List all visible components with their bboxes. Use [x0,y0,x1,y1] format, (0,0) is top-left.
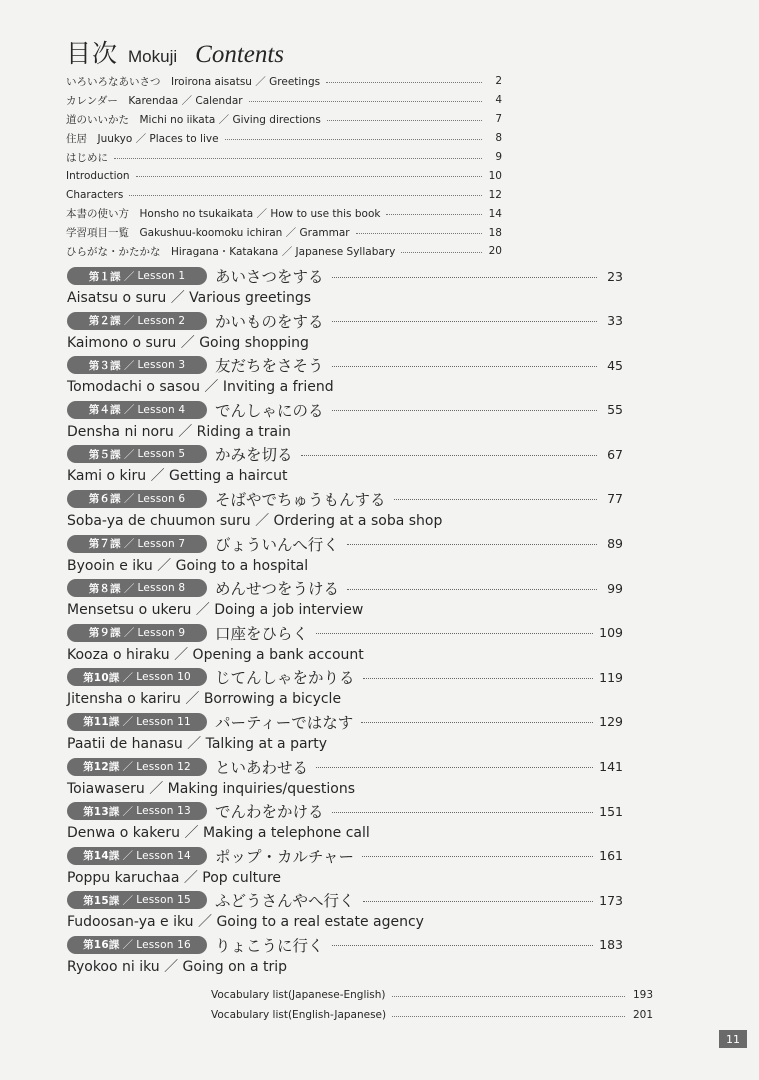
vocabulary-page: 193 [632,989,653,1001]
lesson-header [67,756,623,778]
lesson-page: 99 [607,580,623,596]
vocabulary-list [211,985,653,1025]
lesson-badge-ja: 第13課 [83,805,120,818]
dot-leader [225,139,482,140]
lesson-page: 173 [599,892,623,908]
front-matter-list [66,72,502,261]
slash-separator: ／ [123,493,135,506]
page-number: 11 [719,1030,747,1048]
entry-text: Introduction [66,169,130,182]
lesson-list [67,265,623,979]
lesson-badge-en: Lesson 2 [137,314,186,327]
lesson-header [67,800,623,822]
lesson-header [67,443,623,465]
vocabulary-page: 201 [632,1009,653,1021]
lesson-title: びょういんへ行く [215,535,339,554]
lesson-badge-en: Lesson 7 [137,537,186,550]
toc-entry[interactable] [66,166,502,185]
toc-entry[interactable] [66,223,502,242]
lesson-header [67,711,623,733]
slash-separator: ／ [123,359,135,372]
lesson-subtitle: Poppu karuchaa ／ Pop culture [67,869,282,886]
lesson-entry[interactable] [67,577,623,622]
entry-page: 7 [495,113,502,126]
entry-page: 12 [488,188,502,201]
slash-separator: ／ [123,448,135,461]
lesson-badge-ja: 第15課 [83,894,120,907]
toc-entry[interactable] [66,242,502,261]
lesson-badge-ja: 第１課 [88,270,121,283]
slash-separator: ／ [122,894,134,907]
lesson-title: そばやでちゅうもんする [215,490,386,509]
lesson-page: 151 [599,803,623,819]
lesson-subtitle: Fudoosan-ya e iku ／ Going to a real estate agency [67,914,424,931]
slash-separator: ／ [123,270,135,283]
lesson-badge [67,401,207,419]
lesson-title: めんせつをうける [215,580,340,599]
lesson-page: 129 [599,714,623,730]
lesson-entry[interactable] [67,756,623,801]
lesson-subtitle: Aisatsu o suru ／ Various greetings [67,290,312,306]
lesson-title: じてんしゃをかりる [215,669,355,688]
entry-page: 4 [495,94,502,107]
dot-leader [401,252,482,253]
slash-separator: ／ [123,315,135,328]
lesson-badge [67,490,207,508]
title-japanese: 目次 [66,39,119,68]
lesson-badge [67,847,207,865]
dot-leader [392,1016,625,1017]
entry-page: 18 [488,226,502,239]
lesson-subtitle: Densha ni noru ／ Riding a train [67,423,291,440]
lesson-badge [67,668,207,686]
lesson-header [67,666,623,688]
lesson-page: 89 [607,536,623,552]
lesson-page: 119 [599,669,623,685]
entry-page: 8 [495,132,502,145]
lesson-badge [67,267,207,285]
lesson-header [67,488,623,510]
lesson-page: 109 [599,625,623,641]
dot-leader [347,589,597,590]
lesson-header [67,354,623,376]
dot-leader [332,366,597,367]
title-english: Contents [195,41,285,68]
lesson-badge-ja: 第５課 [88,448,121,461]
slash-separator: ／ [122,671,134,684]
lesson-badge [67,312,207,330]
lesson-badge-en: Lesson 12 [136,760,191,773]
dot-leader [129,195,482,196]
dot-leader [386,214,482,215]
dot-leader [332,277,597,278]
lesson-page: 33 [607,313,623,329]
title-romaji: Mokuji [128,47,178,66]
dot-leader [114,158,482,159]
lesson-title: といあわせる [215,758,309,777]
lesson-entry[interactable] [67,845,623,890]
lesson-header [67,889,623,911]
lesson-badge-en: Lesson 8 [137,582,186,595]
lesson-badge-en: Lesson 6 [137,492,186,505]
entry-page: 9 [495,151,502,163]
lesson-entry[interactable] [67,622,623,667]
lesson-entry[interactable] [67,800,623,845]
lesson-header [67,310,623,332]
dot-leader [356,233,482,234]
entry-page: 2 [495,75,502,88]
lesson-header [67,533,623,555]
lesson-badge-ja: 第３課 [88,359,121,372]
lesson-title: でんしゃにのる [215,401,324,420]
lesson-badge [67,535,207,553]
lesson-page: 77 [607,491,623,507]
lesson-header [67,265,623,287]
dot-leader [363,678,594,679]
entry-text: 本書の使い方 Honsho no tsukaikata ／ How to use this book [66,208,381,221]
lesson-page: 45 [607,357,623,373]
lesson-subtitle: Kami o kiru ／ Getting a haircut [67,468,288,485]
lesson-entry[interactable] [67,934,623,979]
lesson-badge-en: Lesson 5 [137,448,186,461]
lesson-subtitle: Byooin e iku ／ Going to a hospital [67,557,309,574]
lesson-subtitle: Paatii de hanasu ／ Talking at a party [67,735,328,752]
entry-text: いろいろなあいさつ Iroirona aisatsu ／ Greetings [66,75,321,88]
slash-separator: ／ [123,627,135,640]
lesson-badge-ja: 第２課 [88,315,121,328]
lesson-title: ふどうさんやへ行く [215,892,355,911]
page-title [66,34,284,70]
lesson-title: ポップ・カルチャー [215,847,355,866]
lesson-page: 55 [607,402,623,418]
lesson-badge-ja: 第８課 [88,582,121,595]
lesson-badge-en: Lesson 1 [137,270,186,282]
lesson-page: 183 [599,937,623,953]
entry-text: 学習項目一覧 Gakushuu-koomoku ichiran ／ Grammar [66,227,350,240]
lesson-title: 口座をひらく [215,624,309,643]
vocabulary-text: Vocabulary list(Japanese-English) [211,989,386,1001]
slash-separator: ／ [123,538,135,551]
lesson-badge-en: Lesson 10 [136,671,191,684]
lesson-page: 67 [607,446,623,462]
lesson-header [67,622,623,644]
lesson-badge [67,758,207,776]
lesson-page: 161 [599,848,623,864]
lesson-entry[interactable] [67,488,623,533]
toc-entry[interactable] [66,129,502,148]
lesson-badge-ja: 第16課 [83,939,120,952]
dot-leader [332,812,594,813]
entry-page: 10 [488,169,502,182]
lesson-badge-en: Lesson 9 [137,626,186,639]
lesson-title: パーティーではなす [215,713,354,732]
vocabulary-text: Vocabulary list(English-Japanese) [211,1009,387,1021]
lesson-badge-ja: 第14課 [83,850,120,863]
slash-separator: ／ [122,716,134,729]
lesson-entry[interactable] [67,889,623,934]
lesson-header [67,934,623,956]
lesson-subtitle: Mensetsu o ukeru ／ Doing a job interview [67,602,364,619]
lesson-badge-en: Lesson 11 [136,715,191,728]
dot-leader [347,544,597,545]
lesson-entry[interactable] [67,443,623,488]
dot-leader [326,82,482,83]
lesson-header [67,577,623,599]
lesson-title: あいさつをする [215,268,324,286]
dot-leader [327,120,482,121]
lesson-title: でんわをかける [215,803,324,822]
lesson-badge [67,891,207,909]
lesson-badge-en: Lesson 3 [137,359,186,372]
lesson-badge-ja: 第６課 [88,493,121,506]
toc-entry[interactable] [66,72,502,91]
toc-entry[interactable] [66,148,502,167]
slash-separator: ／ [122,939,134,952]
dot-leader [332,945,594,946]
toc-entry[interactable] [66,185,502,204]
entry-text: Characters [66,188,124,201]
lesson-subtitle: Kaimono o suru ／ Going shopping [67,334,309,351]
lesson-badge-ja: 第４課 [88,404,121,417]
lesson-subtitle: Toiawaseru ／ Making inquiries/questions [67,780,355,797]
dot-leader [363,901,594,902]
lesson-badge [67,356,207,374]
dot-leader [301,455,597,456]
lesson-entry[interactable] [67,399,623,444]
vocabulary-entry[interactable] [211,1005,653,1025]
lesson-badge-en: Lesson 14 [136,849,191,862]
lesson-page: 141 [599,759,623,775]
lesson-header [67,399,623,421]
lesson-entry[interactable] [67,265,623,310]
vocabulary-entry[interactable] [211,985,653,1005]
lesson-subtitle: Soba-ya de chuumon suru ／ Ordering at a soba shop [67,512,443,529]
slash-separator: ／ [122,761,134,774]
lesson-title: 友だちをさそう [215,357,324,376]
lesson-badge-ja: 第12課 [83,761,120,774]
dot-leader [392,996,625,997]
dot-leader [332,321,597,322]
dot-leader [332,410,597,411]
lesson-subtitle: Ryokoo ni iku ／ Going on a trip [67,958,288,975]
lesson-badge-en: Lesson 13 [136,805,191,818]
lesson-subtitle: Kooza o hiraku ／ Opening a bank account [67,646,364,663]
slash-separator: ／ [122,805,134,818]
lesson-badge-ja: 第９課 [88,627,121,640]
lesson-entry[interactable] [67,666,623,711]
lesson-badge-ja: 第７課 [88,538,121,551]
lesson-header [67,845,623,867]
dot-leader [316,767,593,768]
dot-leader [249,101,482,102]
lesson-title: かみを切る [215,446,293,465]
entry-page: 14 [488,207,502,220]
lesson-badge [67,713,207,731]
toc-entry[interactable] [66,204,502,223]
entry-text: ひらがな・かたかな Hiragana・Katakana ／ Japanese Syllabary [66,245,396,258]
lesson-entry[interactable] [67,533,623,578]
slash-separator: ／ [123,404,135,417]
entry-page: 20 [488,245,502,258]
lesson-badge [67,624,207,642]
lesson-badge-ja: 第10課 [83,671,120,684]
lesson-entry[interactable] [67,310,623,355]
lesson-badge [67,936,207,954]
toc-entry[interactable] [66,110,502,129]
lesson-badge-en: Lesson 16 [136,938,191,951]
lesson-badge [67,579,207,597]
lesson-badge [67,802,207,820]
entry-text: 住居 Juukyo ／ Places to live [66,132,219,145]
lesson-subtitle: Denwa o kakeru ／ Making a telephone call [67,825,370,842]
dot-leader [316,633,593,634]
lesson-badge-ja: 第11課 [83,716,120,729]
dot-leader [361,722,593,723]
dot-leader [136,176,482,177]
dot-leader [362,856,593,857]
slash-separator: ／ [123,582,135,595]
lesson-entry[interactable] [67,711,623,756]
dot-leader [394,499,597,500]
entry-text: はじめに [66,151,108,164]
lesson-subtitle: Jitensha o kariru ／ Borrowing a bicycle [67,691,342,708]
lesson-subtitle: Tomodachi o sasou ／ Inviting a friend [67,379,334,396]
lesson-badge-en: Lesson 4 [137,403,186,416]
entry-text: 道のいいかた Michi no iikata ／ Giving directions [66,113,321,126]
lesson-badge [67,445,207,463]
lesson-badge-en: Lesson 15 [136,894,191,907]
toc-entry[interactable] [66,91,502,110]
lesson-page: 23 [607,268,623,284]
entry-text: カレンダー Karendaa ／ Calendar [66,94,243,107]
lesson-title: かいものをする [215,312,324,331]
lesson-title: りょこうに行く [215,936,324,955]
slash-separator: ／ [122,850,134,863]
lesson-entry[interactable] [67,354,623,399]
